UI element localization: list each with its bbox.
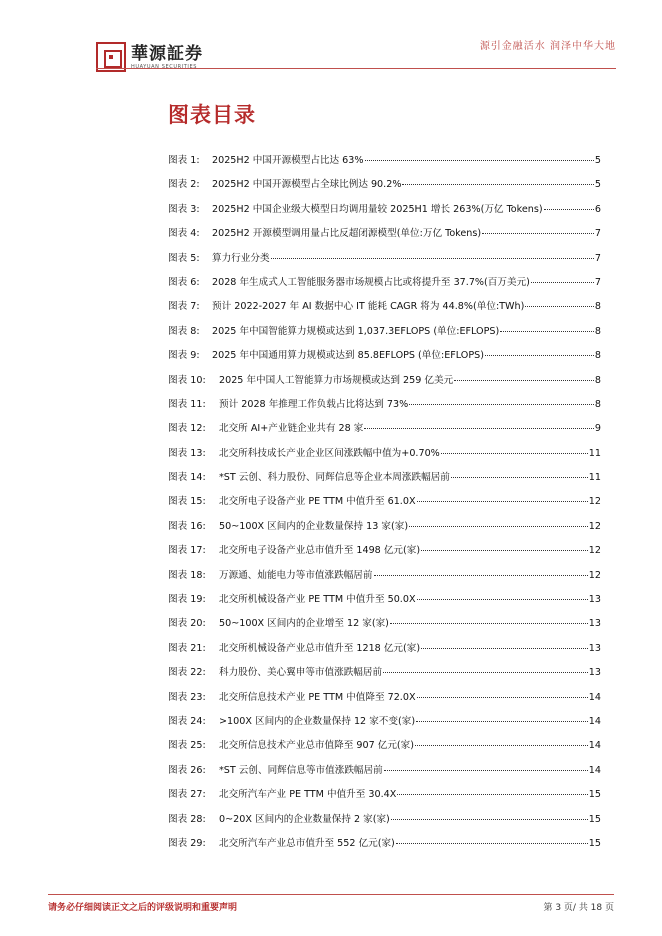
toc-leader-dots xyxy=(415,745,588,746)
toc-entry-page: 14 xyxy=(588,715,601,727)
toc-entry-page: 13 xyxy=(588,667,601,679)
toc-entry-page: 8 xyxy=(594,398,601,410)
toc-entry-page: 13 xyxy=(588,642,601,654)
toc-entry-label: 图表 23: xyxy=(168,691,206,703)
toc-leader-dots xyxy=(391,819,588,820)
figure-table-of-contents xyxy=(168,152,601,859)
toc-leader-dots xyxy=(417,599,588,600)
page-number-label: 第 3 页/ 共 18 页 xyxy=(543,903,614,913)
toc-entry-title: *ST 云创、科力股份、同辉信息等企业本周涨跌幅居前 xyxy=(219,472,450,484)
toc-leader-dots xyxy=(364,428,594,429)
toc-entry[interactable] xyxy=(168,664,601,688)
toc-entry-page: 15 xyxy=(588,813,601,825)
toc-entry-page: 15 xyxy=(588,789,601,801)
toc-entry-label: 图表 21: xyxy=(168,642,206,654)
toc-entry[interactable] xyxy=(168,737,601,761)
toc-entry-page: 8 xyxy=(594,350,601,362)
logo-english-name: HUAYUAN SECURITIES xyxy=(131,63,198,70)
toc-entry-page: 13 xyxy=(588,618,601,630)
toc-entry[interactable] xyxy=(168,542,601,566)
header-divider xyxy=(96,68,616,69)
toc-entry[interactable] xyxy=(168,152,601,176)
toc-entry-label: 图表 7: xyxy=(168,301,200,313)
toc-entry-title: 0~20X 区间内的企业数量保持 2 家(家) xyxy=(219,813,390,825)
footer-divider xyxy=(48,894,614,895)
toc-entry-label: 图表 29: xyxy=(168,837,206,849)
toc-entry-title: 预计 2028 年推理工作负载占比将达到 73% xyxy=(219,398,409,410)
toc-entry-title: 2025H2 中国开源模型占比达 63% xyxy=(212,155,364,166)
toc-entry-title: 2028 年生成式人工智能服务器市场规模占比或将提升至 37.7%(百万美元) xyxy=(212,276,530,288)
toc-entry-page: 13 xyxy=(588,594,601,606)
toc-entry-page: 9 xyxy=(594,423,601,435)
toc-entry-label: 图表 16: xyxy=(168,520,206,532)
toc-entry-label: 图表 17: xyxy=(168,545,206,557)
toc-entry-title: 北交所信息技术产业 PE TTM 中值降至 72.0X xyxy=(219,691,416,703)
toc-leader-dots xyxy=(531,282,594,283)
toc-entry[interactable] xyxy=(168,298,601,322)
toc-entry[interactable] xyxy=(168,518,601,542)
toc-entry-title: 科力股份、美心翼申等市值涨跌幅居前 xyxy=(219,667,383,679)
toc-leader-dots xyxy=(417,501,588,502)
toc-entry-title: 2025H2 中国开源模型占全球比例达 90.2% xyxy=(212,179,402,191)
toc-entry[interactable] xyxy=(168,762,601,786)
toc-entry[interactable] xyxy=(168,615,601,639)
toc-entry-label: 图表 15: xyxy=(168,496,206,508)
toc-entry-page: 12 xyxy=(588,496,601,508)
toc-entry[interactable] xyxy=(168,591,601,615)
toc-leader-dots xyxy=(409,526,588,527)
toc-leader-dots xyxy=(417,697,588,698)
toc-leader-dots xyxy=(384,770,588,771)
toc-entry[interactable] xyxy=(168,225,601,249)
toc-entry-title: 2025 年中国通用算力规模或达到 85.8EFLOPS (单位:EFLOPS) xyxy=(212,350,484,362)
toc-entry-title: 预计 2022-2027 年 AI 数据中心 IT 能耗 CAGR 将为 44.8%(单位:TWh) xyxy=(212,301,525,313)
toc-entry-title: 万源通、灿能电力等市值涨跌幅居前 xyxy=(219,569,373,581)
toc-entry-label: 图表 2: xyxy=(168,179,200,191)
toc-entry-page: 7 xyxy=(594,228,601,240)
toc-entry[interactable] xyxy=(168,493,601,517)
toc-leader-dots xyxy=(374,575,588,576)
header-slogan: 源引金融活水 润泽中华大地 xyxy=(479,41,616,52)
toc-entry-title: 2025 年中国智能算力规模或达到 1,037.3EFLOPS (单位:EFLOPS) xyxy=(212,325,500,337)
toc-leader-dots xyxy=(525,306,594,307)
toc-entry-label: 图表 3: xyxy=(168,203,200,215)
toc-entry-title: 2025 年中国人工智能算力市场规模或达到 259 亿美元 xyxy=(219,374,454,386)
toc-entry-title: >100X 区间内的企业数量保持 12 家不变(家) xyxy=(219,715,416,727)
toc-entry[interactable] xyxy=(168,347,601,371)
toc-entry[interactable] xyxy=(168,689,601,713)
toc-entry-title: 北交所机械设备产业 PE TTM 中值升至 50.0X xyxy=(219,594,416,606)
toc-leader-dots xyxy=(544,209,594,210)
toc-entry-page: 14 xyxy=(588,740,601,752)
toc-entry[interactable] xyxy=(168,835,601,859)
toc-entry[interactable] xyxy=(168,250,601,274)
toc-entry-label: 图表 26: xyxy=(168,764,206,776)
toc-entry-title: *ST 云创、同辉信息等市值涨跌幅居前 xyxy=(219,764,383,776)
toc-leader-dots xyxy=(390,623,588,624)
toc-entry-title: 2025H2 开源模型调用量占比反超闭源模型(单位:万亿 Tokens) xyxy=(212,228,482,240)
toc-entry-page: 7 xyxy=(594,276,601,288)
page-number xyxy=(543,900,614,913)
toc-entry-label: 图表 12: xyxy=(168,423,206,435)
toc-entry-page: 11 xyxy=(588,472,601,484)
toc-leader-dots xyxy=(271,258,594,259)
toc-leader-dots xyxy=(397,794,587,795)
toc-entry-page: 11 xyxy=(588,447,601,459)
toc-entry-page: 15 xyxy=(588,837,601,849)
toc-entry[interactable] xyxy=(168,445,601,469)
toc-entry-page: 14 xyxy=(588,764,601,776)
toc-entry-label: 图表 24: xyxy=(168,715,206,727)
toc-entry[interactable] xyxy=(168,469,601,493)
toc-entry-title: 北交所汽车产业总市值升至 552 亿元(家) xyxy=(219,837,395,849)
toc-leader-dots xyxy=(402,184,593,185)
toc-entry[interactable] xyxy=(168,420,601,444)
toc-entry-page: 5 xyxy=(594,155,601,166)
toc-entry-title: 2025H2 中国企业级大模型日均调用量较 2025H1 增长 263%(万亿 Tokens) xyxy=(212,203,543,215)
logo-chinese-name: 華源証券 xyxy=(131,43,203,64)
footer-disclaimer: 请务必仔细阅读正文之后的评级说明和重要声明 xyxy=(48,903,238,913)
toc-entry-label: 图表 20: xyxy=(168,618,206,630)
toc-entry-label: 图表 5: xyxy=(168,252,200,264)
toc-entry-page: 7 xyxy=(594,252,601,264)
toc-leader-dots xyxy=(409,404,594,405)
toc-leader-dots xyxy=(365,160,594,161)
page-header xyxy=(0,0,662,70)
toc-entry-title: 北交所汽车产业 PE TTM 中值升至 30.4X xyxy=(219,789,397,801)
toc-entry-page: 12 xyxy=(588,520,601,532)
toc-leader-dots xyxy=(421,648,588,649)
toc-entry[interactable] xyxy=(168,274,601,298)
toc-entry-page: 8 xyxy=(594,325,601,337)
toc-entry-label: 图表 4: xyxy=(168,228,200,240)
toc-entry-label: 图表 25: xyxy=(168,740,206,752)
toc-leader-dots xyxy=(383,672,588,673)
toc-leader-dots xyxy=(485,355,594,356)
toc-entry-label: 图表 8: xyxy=(168,325,200,337)
toc-entry-page: 6 xyxy=(594,203,601,215)
toc-entry-title: 北交所电子设备产业 PE TTM 中值升至 61.0X xyxy=(219,496,416,508)
toc-entry-label: 图表 11: xyxy=(168,398,206,410)
toc-entry[interactable] xyxy=(168,323,601,347)
toc-entry-label: 图表 22: xyxy=(168,667,206,679)
toc-entry-label: 图表 9: xyxy=(168,350,200,362)
toc-leader-dots xyxy=(482,233,594,234)
toc-entry[interactable] xyxy=(168,396,601,420)
toc-entry-label: 图表 6: xyxy=(168,276,200,288)
toc-entry-label: 图表 10: xyxy=(168,374,206,386)
toc-entry-page: 8 xyxy=(594,374,601,386)
toc-entry-label: 图表 19: xyxy=(168,594,206,606)
toc-entry[interactable] xyxy=(168,201,601,225)
toc-entry-page: 12 xyxy=(588,569,601,581)
toc-entry-title: 50~100X 区间内的企业增至 12 家(家) xyxy=(219,618,389,630)
toc-entry-page: 5 xyxy=(594,179,601,191)
toc-leader-dots xyxy=(500,331,594,332)
toc-leader-dots xyxy=(421,550,588,551)
toc-entry-label: 图表 27: xyxy=(168,789,206,801)
toc-leader-dots xyxy=(441,453,588,454)
toc-leader-dots xyxy=(454,380,594,381)
toc-entry-page: 14 xyxy=(588,691,601,703)
toc-entry-title: 北交所 AI+产业链企业共有 28 家 xyxy=(219,423,364,435)
toc-entry[interactable] xyxy=(168,176,601,200)
toc-leader-dots xyxy=(396,843,588,844)
toc-entry-page: 12 xyxy=(588,545,601,557)
toc-entry-label: 图表 18: xyxy=(168,569,206,581)
toc-entry[interactable] xyxy=(168,567,601,591)
toc-entry-title: 北交所科技成长产业企业区间涨跌幅中值为+0.70% xyxy=(219,447,440,459)
toc-entry[interactable] xyxy=(168,372,601,396)
toc-entry-title: 北交所机械设备产业总市值升至 1218 亿元(家) xyxy=(219,642,421,654)
toc-entry[interactable] xyxy=(168,786,601,810)
toc-entry-page: 8 xyxy=(594,301,601,313)
toc-entry-label: 图表 14: xyxy=(168,472,206,484)
page-title: 图表目录 xyxy=(168,103,256,127)
toc-entry-title: 算力行业分类 xyxy=(212,252,270,264)
toc-entry-title: 北交所信息技术产业总市值降至 907 亿元(家) xyxy=(219,740,414,752)
toc-leader-dots xyxy=(451,477,588,478)
toc-entry[interactable] xyxy=(168,640,601,664)
toc-leader-dots xyxy=(416,721,588,722)
toc-entry-label: 图表 1: xyxy=(168,155,200,166)
toc-entry-title: 50~100X 区间内的企业数量保持 13 家(家) xyxy=(219,520,409,532)
toc-entry[interactable] xyxy=(168,713,601,737)
toc-entry-label: 图表 28: xyxy=(168,813,206,825)
toc-entry[interactable] xyxy=(168,811,601,835)
toc-entry-label: 图表 13: xyxy=(168,447,206,459)
toc-entry-title: 北交所电子设备产业总市值升至 1498 亿元(家) xyxy=(219,545,421,557)
